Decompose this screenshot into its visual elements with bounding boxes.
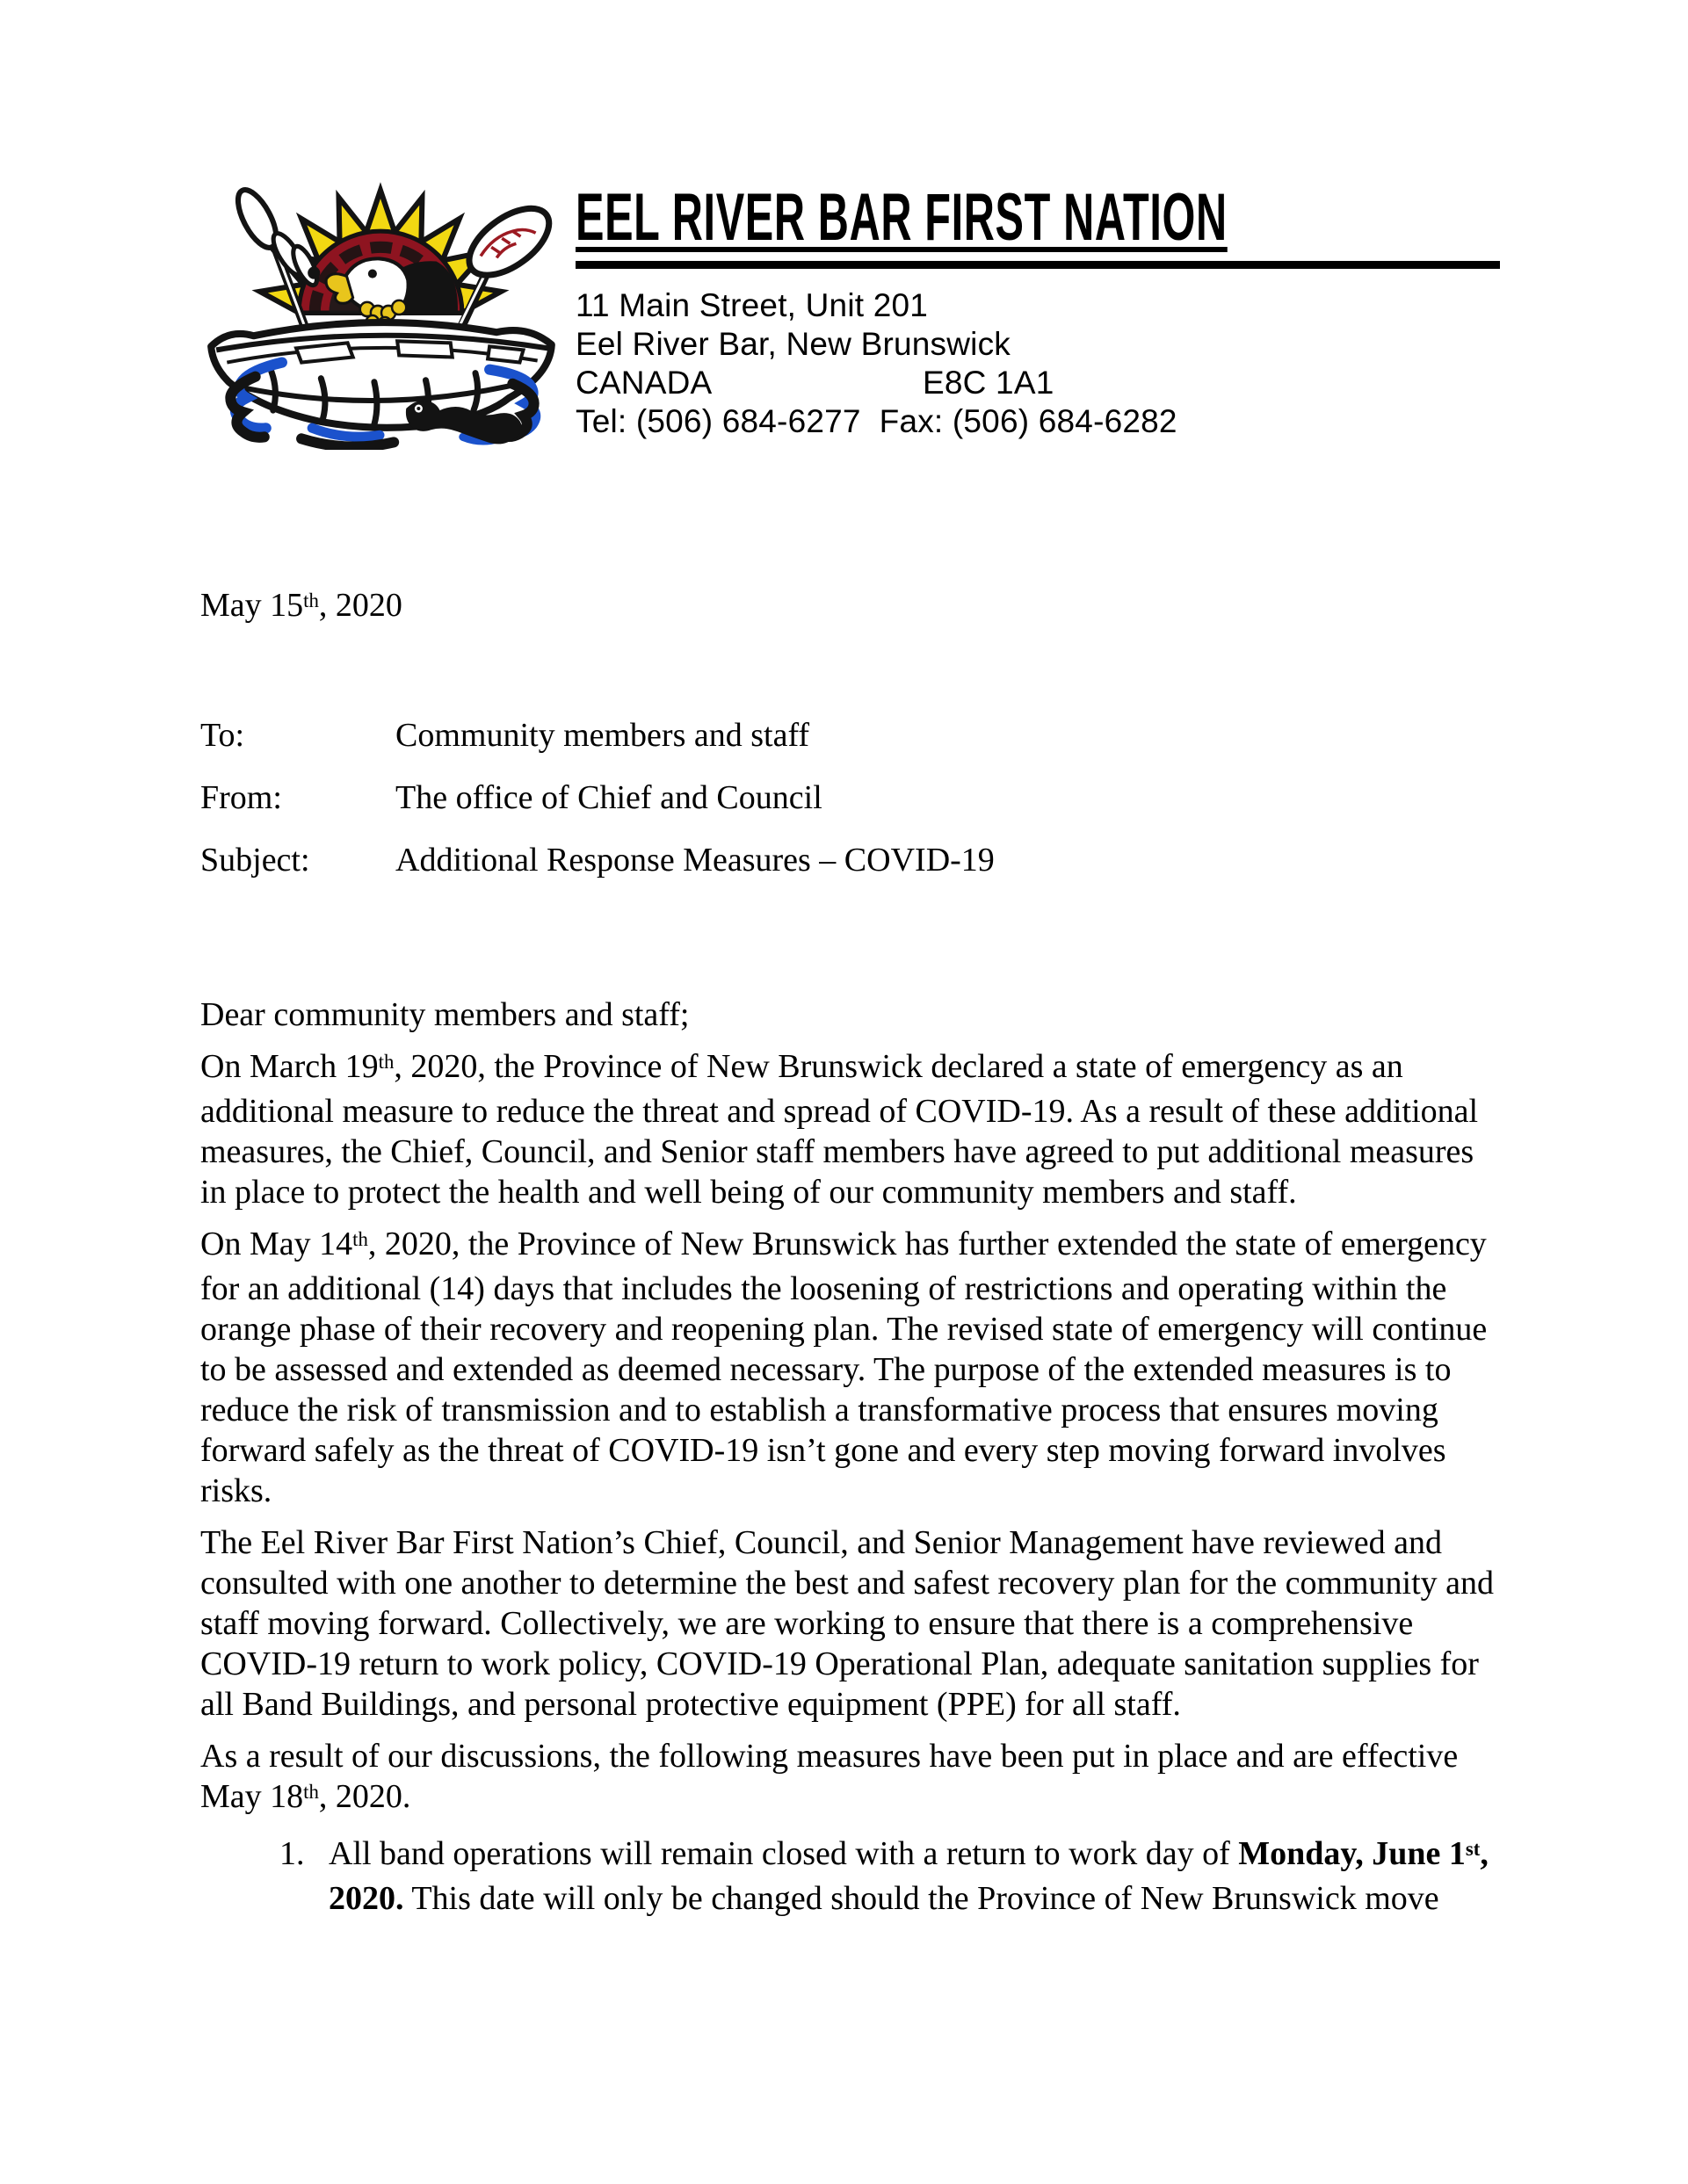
address-street: 11 Main Street, Unit 201 bbox=[576, 286, 929, 323]
meta-row-from bbox=[200, 777, 995, 818]
paragraph-3: The Eel River Bar First Nation’s Chief, Council, and Senior Management have reviewed and consulted with one another to determine the best and safest recovery plan for the community and staff moving forward. Collectively, we are working to ensure that there is a comprehensive COVID-19 return to work policy, COVID-19 Operational Plan, adequate sanitation supplies for all Band Buildings, and personal protective equipment (PPE) for all staff. bbox=[200, 1524, 1495, 1723]
address-postal: E8C 1A1 bbox=[923, 364, 1054, 401]
paragraph-4: As a result of our discussions, the following measures have been put in place and are effective May 18th, 2020. bbox=[200, 1738, 1459, 1815]
meta-label: From: bbox=[200, 779, 282, 816]
salutation: Dear community members and staff; bbox=[200, 996, 690, 1033]
address-city: Eel River Bar, New Brunswick bbox=[576, 325, 1011, 362]
meta-value: The office of Chief and Council bbox=[395, 779, 822, 816]
address-contact: Tel: (506) 684-6277 Fax: (506) 684-6282 bbox=[576, 402, 1177, 439]
address-country-row bbox=[576, 364, 1500, 402]
org-title-underline bbox=[576, 181, 1500, 269]
paragraph-1: On March 19th, 2020, the Province of New Brunswick declared a state of emergency as an additional measure to reduce the threat and spread of COVID-19. As a result of these additional measures, the Chief, Council, and Senior staff members have agreed to put additional measures in place to protect the health and well being of our community members and staff. bbox=[200, 1048, 1479, 1211]
list-number: 1. bbox=[279, 1835, 305, 1872]
meta-label: To: bbox=[200, 717, 245, 754]
masthead bbox=[576, 181, 1500, 441]
eel-river-bar-logo bbox=[197, 172, 569, 450]
meta-row-to bbox=[200, 715, 995, 756]
meta-row-subject bbox=[200, 840, 995, 880]
meta-block bbox=[200, 715, 995, 902]
meta-value: Community members and staff bbox=[395, 717, 810, 754]
date-line: May 15th, 2020 bbox=[200, 587, 402, 624]
letter-body bbox=[200, 994, 1501, 1919]
meta-value: Additional Response Measures – COVID-19 bbox=[395, 842, 995, 879]
paragraph-2: On May 14th, 2020, the Province of New Brunswick has further extended the state of emergency for an additional (14) days that includes the loosening of restrictions and operating within the orange phase of their recovery and reopening plan. The revised state of emergency will continue to be assessed and extended as deemed necessary. The purpose of the extended measures is to reduce the risk of transmission and to establish a transformative process that ensures moving forward safely as the threat of COVID-19 isn’t gone and every step moving forward involves risks. bbox=[200, 1226, 1488, 1509]
address-country: CANADA bbox=[576, 364, 713, 401]
meta-label: Subject: bbox=[200, 842, 310, 879]
list-item-text: All band operations will remain closed with a return to work day of Monday, June 1st, 2020. This date will only be changed should the Province of New Brunswick move bbox=[329, 1835, 1489, 1917]
org-title: EEL RIVER BAR FIRST NATION bbox=[576, 180, 1228, 255]
eagle-eye bbox=[368, 270, 377, 278]
org-address-block bbox=[576, 286, 1500, 441]
list-item-1 bbox=[200, 1833, 1501, 1919]
